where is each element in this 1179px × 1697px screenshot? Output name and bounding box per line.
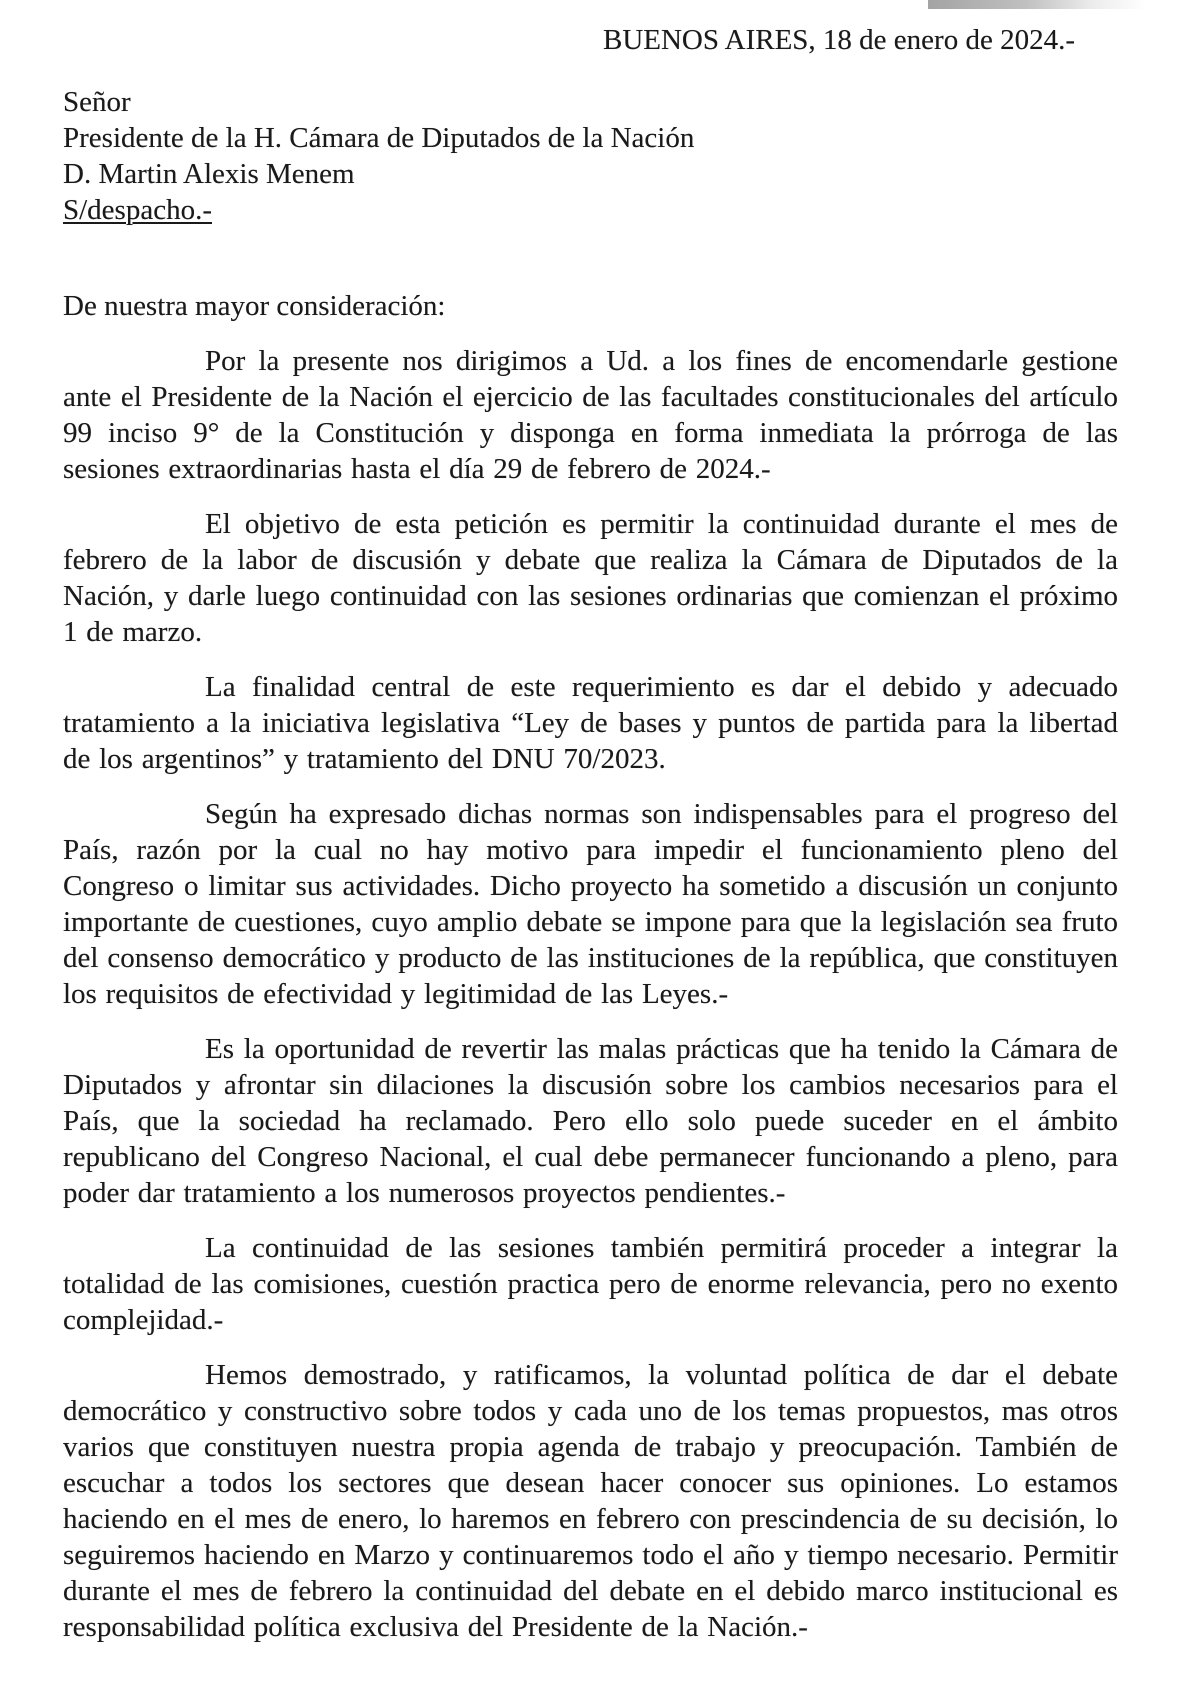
recipient-dispatch: S/despacho.- <box>63 194 212 226</box>
date-line: BUENOS AIRES, 18 de enero de 2024.- <box>602 24 1075 56</box>
recipient-title: Presidente de la H. Cámara de Diputados de la Nación <box>63 122 695 154</box>
body-paragraph-6: La continuidad de las sesiones también permitirá proceder a integrar la totalidad de las comisiones, cuestión practica pero de enorme relevancia, pero no exento complejidad.- <box>63 1232 1118 1336</box>
body-paragraph-1: Por la presente nos dirigimos a Ud. a los fines de encomendarle gestione ante el Presidente de la Nación el ejercicio de las facultades constitucionales del artículo 99 inciso 9° de la Constitución y disponga en forma inmediata la prórroga de las sesiones extraordinarias hasta el día 29 de febrero de 2024.- <box>63 345 1118 485</box>
recipient-block <box>63 84 1118 228</box>
body-paragraph-7: Hemos demostrado, y ratificamos, la voluntad política de dar el debate democrático y constructivo sobre todos y cada uno de los temas propuestos, mas otros varios que constituyen nuestra propia agenda de trabajo y preocupación. También de escuchar a todos los sectores que desean hacer conocer sus opiniones. Lo estamos haciendo en el mes de enero, lo haremos en febrero con prescindencia de su decisión, lo seguiremos haciendo en Marzo y continuaremos todo el año y tiempo necesario. Permitir durante el mes de febrero la continuidad del debate en el debido marco institucional es responsabilidad política exclusiva del Presidente de la Nación.- <box>63 1359 1118 1643</box>
recipient-name: D. Martin Alexis Menem <box>63 158 355 190</box>
recipient-salutation: Señor <box>63 86 131 118</box>
scan-artifact-mark <box>928 0 1146 9</box>
body-paragraph-3: La finalidad central de este requerimiento es dar el debido y adecuado tratamiento a la iniciativa legislativa “Ley de bases y puntos de partida para la libertad de los argentinos” y tratamiento del DNU 70/2023. <box>63 671 1118 775</box>
greeting-line: De nuestra mayor consideración: <box>63 290 446 322</box>
body-paragraph-5: Es la oportunidad de revertir las malas prácticas que ha tenido la Cámara de Diputados y afrontar sin dilaciones la discusión sobre los cambios necesarios para el País, que la sociedad ha reclamado. Pero ello solo puede suceder en el ámbito republicano del Congreso Nacional, el cual debe permanecer funcionando a pleno, para poder dar tratamiento a los numerosos proyectos pendientes.- <box>63 1033 1118 1209</box>
body-paragraph-2: El objetivo de esta petición es permitir la continuidad durante el mes de febrero de la labor de discusión y debate que realiza la Cámara de Diputados de la Nación, y darle luego continuidad con las sesiones ordinarias que comienzan el próximo 1 de marzo. <box>63 508 1118 648</box>
body-paragraph-4: Según ha expresado dichas normas son indispensables para el progreso del País, razón por la cual no hay motivo para impedir el funcionamiento pleno del Congreso o limitar sus actividades. Dicho proyecto ha sometido a discusión un conjunto importante de cuestiones, cuyo amplio debate se impone para que la legislación sea fruto del consenso democrático y producto de las instituciones de la república, que constituyen los requisitos de efectividad y legitimidad de las Leyes.- <box>63 798 1118 1010</box>
